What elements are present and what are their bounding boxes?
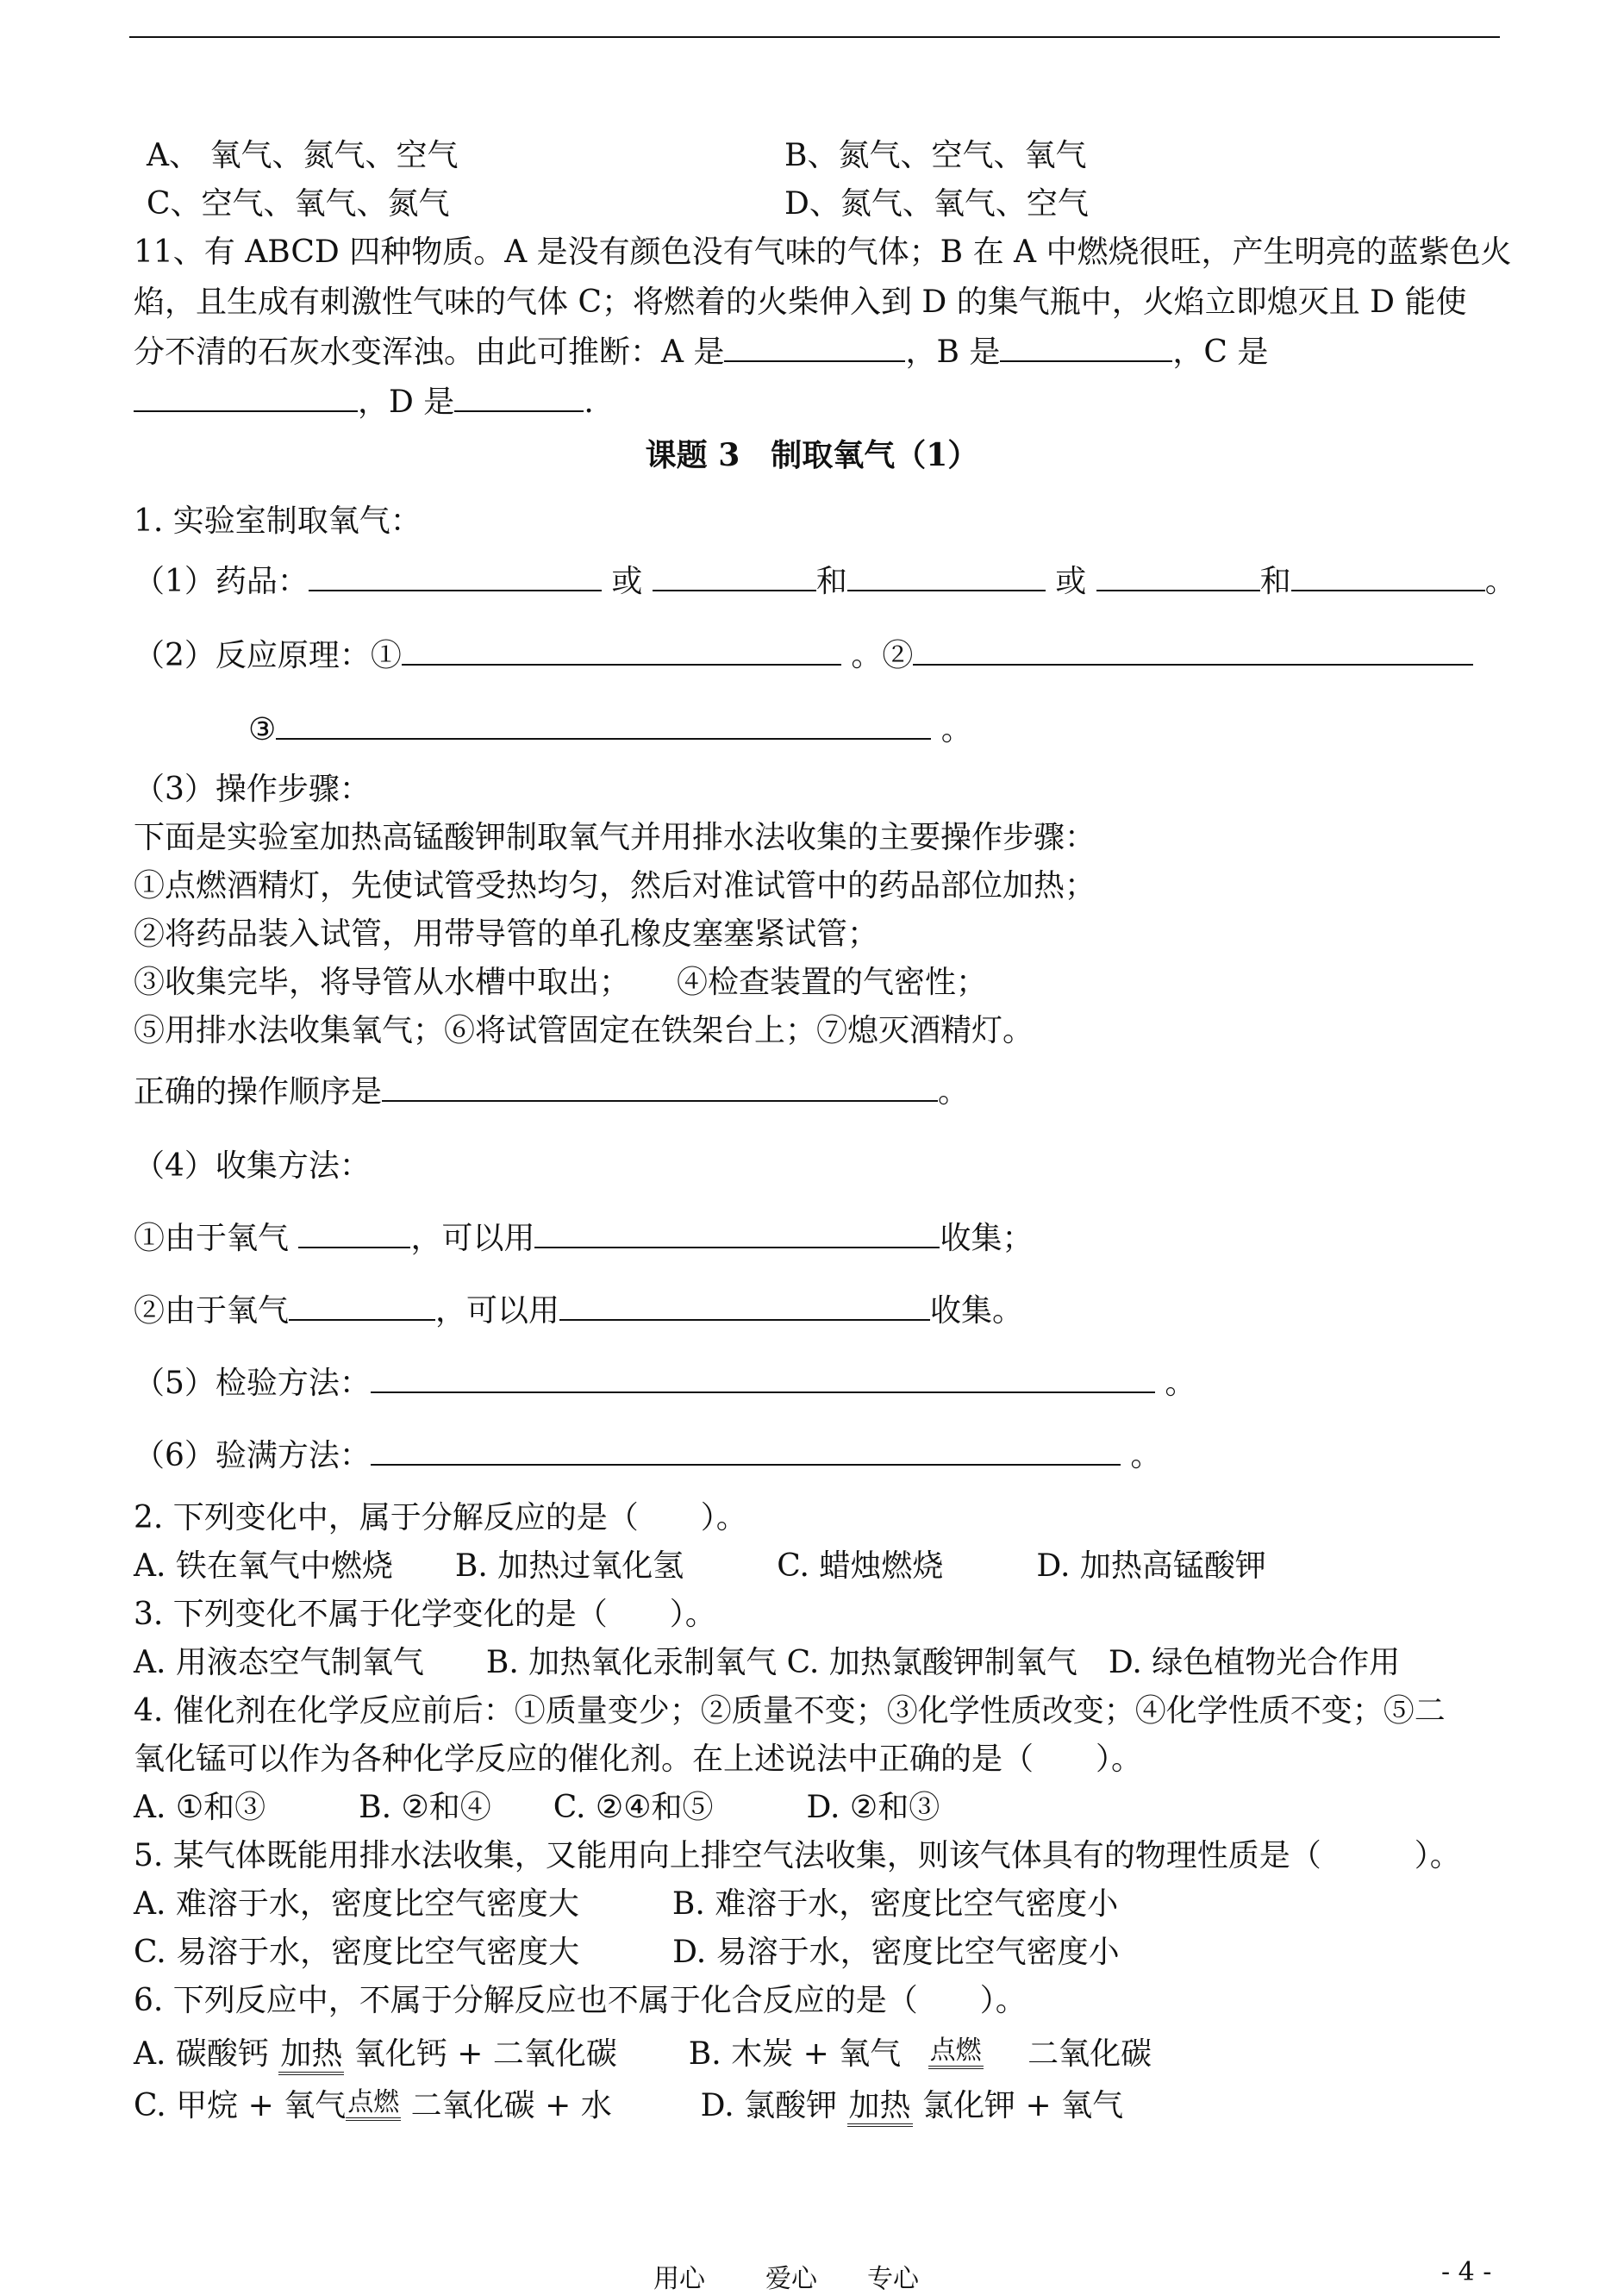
reaction-condition: 点燃 [928, 2035, 984, 2069]
q6-a-reactant: A. 碳酸钙 [134, 2036, 269, 2072]
drugs-blank-3[interactable] [847, 564, 1046, 591]
q2-stem: 2. 下列变化中，属于分解反应的是（ ）。 [134, 1500, 747, 1535]
drugs-blank-2[interactable] [653, 564, 816, 591]
footer-motto-3: 专心 [867, 2264, 919, 2294]
principle-line-3 [248, 712, 972, 748]
collect-text: 收集； [940, 1221, 1034, 1256]
q11-line3 [134, 335, 1268, 371]
footer-motto-2: 爱心 [765, 2264, 817, 2294]
test-label: （5）检验方法： [134, 1366, 371, 1401]
principle-sep: 。② [851, 638, 914, 673]
q11-text-c: ，C 是 [1172, 335, 1269, 370]
period: 。 [940, 712, 972, 747]
q6-options-cd [134, 2085, 1123, 2124]
q5-stem: 5. 某气体既能用排水法收集，又能用向上排空气法收集，则该气体具有的物理性质是（ ）。 [134, 1838, 1461, 1873]
answer-blank-a[interactable] [724, 335, 905, 362]
q6-options-ab [134, 2033, 1152, 2073]
q6-c-reactant: C. 甲烷 + 氧气 [134, 2088, 347, 2123]
q11-line1: 11、有 ABCD 四种物质。A 是没有颜色没有气味的气体；B 在 A 中燃烧很旺，产生明亮的蓝紫色火 [134, 235, 1512, 270]
q4-options: A. ①和③ B. ②和④ C. ②④和⑤ D. ②和③ [134, 1790, 940, 1825]
collect-line-1 [134, 1221, 1034, 1257]
principle-line [134, 638, 1473, 674]
collect-text: ①由于氧气 [134, 1221, 290, 1256]
step-5-7: ⑤用排水法收集氧气；⑥将试管固定在铁架台上；⑦熄灭酒精灯。 [134, 1013, 1034, 1048]
q6-c-product: 二氧化碳 + 水 [410, 2088, 612, 2123]
header-rule [129, 36, 1500, 38]
circled-3: ③ [248, 712, 277, 747]
q6-d-product: 氯化钾 + 氧气 [922, 2088, 1124, 2123]
collect-blank-3[interactable] [289, 1293, 435, 1321]
collect-blank-1[interactable] [298, 1221, 410, 1248]
q5-options-ab: A. 难溶于水，密度比空气密度大 B. 难溶于水，密度比空气密度小 [134, 1886, 1119, 1922]
q11-text-b: ，B 是 [905, 335, 1001, 370]
order-line [134, 1074, 969, 1110]
q3-stem: 3. 下列变化不属于化学变化的是（ ）。 [134, 1597, 716, 1632]
q10-option-b: B、氮气、空气、氧气 [784, 138, 1087, 173]
drugs-label: （1）药品： [134, 564, 309, 599]
answer-blank-b[interactable] [1000, 335, 1172, 362]
steps-label: （3）操作步骤： [134, 772, 371, 807]
period: 。 [938, 1074, 970, 1110]
collect-line-2 [134, 1293, 1023, 1329]
q4-line2: 氧化锰可以作为各种化学反应的催化剂。在上述说法中正确的是（ ）。 [134, 1742, 1143, 1777]
steps-intro: 下面是实验室加热高锰酸钾制取氧气并用排水法收集的主要操作步骤： [134, 820, 1096, 855]
answer-blank-d[interactable] [454, 385, 584, 412]
collect-label: （4）收集方法： [134, 1148, 371, 1184]
q10-option-a: A、 氧气、氮气、空气 [147, 138, 459, 173]
page-number: - 4 - [1441, 2257, 1492, 2287]
q11-text-d: ，D 是 [358, 385, 455, 420]
q6-d-reactant: D. 氯酸钾 [700, 2088, 838, 2123]
q6-stem: 6. 下列反应中，不属于分解反应也不属于化合反应的是（ ）。 [134, 1983, 1027, 2018]
and-text: 和 [1259, 564, 1291, 599]
q10-option-d: D、氮气、氧气、空气 [784, 186, 1089, 222]
principle-blank-1[interactable] [402, 638, 841, 666]
or-text: 或 [611, 564, 643, 599]
q6-b-reactant: B. 木炭 + 氧气 [688, 2036, 902, 2072]
full-line [134, 1438, 1161, 1474]
step-1: ①点燃酒精灯，先使试管受热均匀，然后对准试管中的药品部位加热； [134, 868, 1096, 904]
q3-options: A. 用液态空气制氧气 B. 加热氧化汞制氧气 C. 加热氯酸钾制氧气 D. 绿色植物光合作用 [134, 1645, 1401, 1680]
q11-end: . [584, 385, 594, 420]
and-text: 和 [815, 564, 847, 599]
collect-blank-4[interactable] [559, 1293, 930, 1321]
answer-blank-c[interactable] [134, 385, 358, 412]
step-2: ②将药品装入试管，用带导管的单孔橡皮塞塞紧试管； [134, 916, 879, 952]
principle-blank-2[interactable] [913, 638, 1473, 666]
principle-label: （2）反应原理：① [134, 638, 402, 673]
q11-line2: 焰，且生成有刺激性气味的气体 C；将燃着的火柴伸入到 D 的集气瓶中，火焰立即熄灭且 D 能使 [134, 285, 1467, 320]
q11-text-a: 分不清的石灰水变浑浊。由此可推断：A 是 [134, 335, 725, 370]
reaction-condition: 加热 [278, 2036, 344, 2075]
q5-options-cd: C. 易溶于水，密度比空气密度大 D. 易溶于水，密度比空气密度小 [134, 1935, 1120, 1970]
collect-text: 收集。 [930, 1293, 1024, 1329]
collect-text: ，可以用 [435, 1293, 560, 1329]
drugs-blank-5[interactable] [1291, 564, 1485, 591]
period: 。 [1130, 1438, 1162, 1473]
or-text: 或 [1055, 564, 1087, 599]
period: 。 [1165, 1366, 1196, 1401]
collect-blank-2[interactable] [534, 1221, 940, 1248]
q4-line1: 4. 催化剂在化学反应前后：①质量变少；②质量不变；③化学性质改变；④化学性质不变；⑤二 [134, 1693, 1446, 1729]
collect-text: ，可以用 [410, 1221, 535, 1256]
drugs-blank-4[interactable] [1096, 564, 1260, 591]
order-label: 正确的操作顺序是 [134, 1074, 383, 1110]
order-blank[interactable] [382, 1074, 938, 1102]
s1-heading: 1. 实验室制取氧气： [134, 503, 422, 539]
principle-blank-3[interactable] [276, 712, 931, 740]
footer-motto-1: 用心 [653, 2264, 705, 2294]
reaction-condition: 点燃 [346, 2087, 401, 2121]
step-3-4: ③收集完毕，将导管从水槽中取出； ④检查装置的气密性； [134, 965, 988, 1000]
test-line [134, 1366, 1196, 1402]
q6-b-product: 二氧化碳 [1027, 2036, 1152, 2072]
q11-line4 [134, 385, 594, 421]
reaction-condition: 加热 [847, 2088, 913, 2127]
q2-options: A. 铁在氧气中燃烧 B. 加热过氧化氢 C. 蜡烛燃烧 D. 加热高锰酸钾 [134, 1548, 1266, 1584]
q6-a-product: 氧化钙 + 二氧化碳 [353, 2036, 617, 2072]
full-label: （6）验满方法： [134, 1438, 371, 1473]
full-blank[interactable] [371, 1438, 1121, 1466]
collect-text: ②由于氧气 [134, 1293, 290, 1329]
section-title: 课题 3 制取氧气（1） [645, 437, 979, 473]
period: 。 [1484, 564, 1516, 599]
test-blank[interactable] [371, 1366, 1155, 1393]
drugs-line [134, 564, 1516, 600]
q10-option-c: C、空气、氧气、氮气 [147, 186, 450, 222]
drugs-blank-1[interactable] [309, 564, 602, 591]
